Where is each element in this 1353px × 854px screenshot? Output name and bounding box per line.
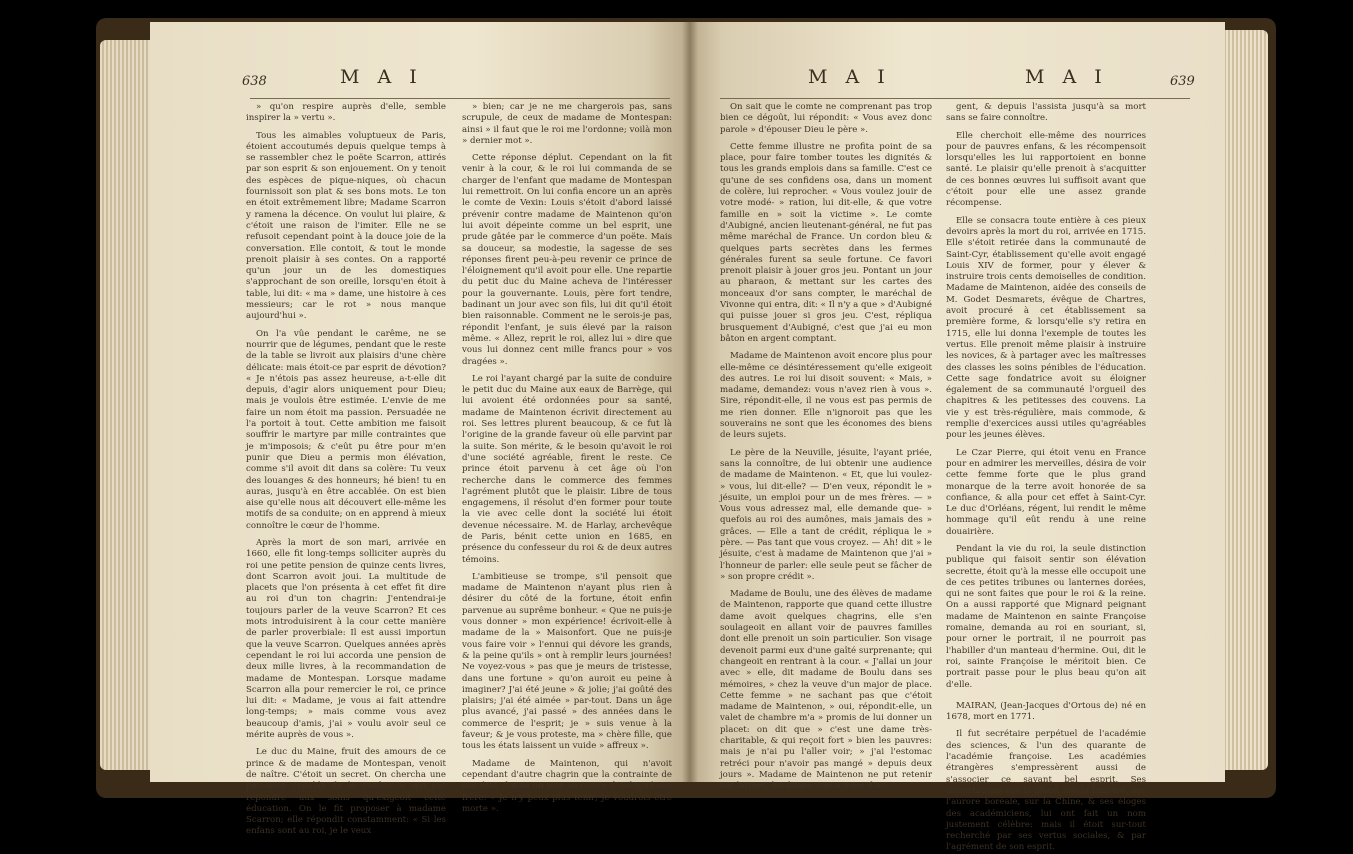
- left-column-2: [462, 102, 672, 814]
- paragraph: Après la mort de son mari, arrivée en 1660, elle fit long-temps solliciter auprès du roi une petite pension de quinze cents livres, dont Scarron avoit joui. La multitude de placets que l'on présenta à cet effet fit dire au roi d'un ton chagrin: J'entendrai-je toujours parler de la veuve Scarron? Et ces mots introduisirent à la cour cette manière de parler proverbiale: Il est aussi importun que la veuve Scarron. Quelques années après cependant le roi lui accorda une pension de deux mille livres, à la recommandation de madame de Montespan. Lorsque madame Scarron alla pour remercier le roi, ce prince lui dit: « Madame, je vous ai fait attendre long-temps; » mais comme vous avez beaucoup d'amis, j'ai » voulu avoir seul ce mérite auprès de vous ».: [246, 537, 446, 741]
- left-running-head: M A I: [340, 66, 423, 88]
- paragraph: gent, & depuis l'assista jusqu'à sa mort sans se faire connoître.: [946, 102, 1146, 124]
- paragraph: Elle cherchoit elle-même des nourrices pour de pauvres enfans, & les récompensoit lorsqu'elles les lui rapportoient en bonne santé. Le plaisir qu'elle prenoit à s'acquitter de ces bonnes œuvres lui suffisoit avant que c'étoit pour elle une assez grande récompense.: [946, 130, 1146, 209]
- left-page-number: 638: [242, 74, 267, 89]
- entry-heading: MAIRAN, (Jean-Jacques d'Ortous de) né en 1678, mort en 1771.: [946, 700, 1146, 723]
- paragraph: Le Czar Pierre, qui étoit venu en France pour en admirer les merveilles, désira de voir cette femme forte que le plus grand monarque de la terre avoit honorée de sa confiance, & alla pour cet effet à Saint-Cyr. Le duc d'Orléans, régent, lui rendit le même hommage qu'il eût rendu à une reine douairière.: [946, 447, 1146, 537]
- paragraph: Cette réponse déplut. Cependant on la fit venir à la cour, & le roi lui commanda de se charger de l'enfant que madame de Montespan lui remettroit. On lui confia encore un an après le comte de Vexin: Louis s'étoit d'abord laissé prévenir contre madame de Maintenon qu'on lui avoit dépeinte comme un bel esprit, une prude gâtée par le commerce d'un poëte. Mais sa douceur, sa modestie, la sagesse de ses réponses firent peu-à-peu revenir ce prince de l'éloignement qu'il avoit pour elle. Une repartie du petit duc du Maine acheva de l'intéresser pour la gouvernante. Louis, père fort tendre, badinant un jour avec son fils, lui dit qu'il étoit bien raisonnable. Comment ne le serois-je pas, répondit l'enfant, je suis élevé par la raison même. « Allez, reprit le roi, allez lui » dire que vous lui donnez cent mille francs pour » vos dragées ».: [462, 153, 672, 367]
- paragraph: » qu'on respire auprès d'elle, semble inspirer la » vertu ».: [246, 102, 446, 124]
- right-running-head-left: M A I: [808, 66, 891, 88]
- right-page: [690, 22, 1225, 853]
- paragraph: Elle se consacra toute entière à ces pieux devoirs après la mort du roi, arrivée en 1715. Elle s'étoit retirée dans la communauté de Saint-Cyr, établissement qu'elle avoit engagé Louis XIV de former, pour y élever & instruire trois cents demoiselles de condition. Madame de Maintenon, aidée des conseils de M. Godet Desmarets, évêque de Chartres, avoit procuré à cet établissement sa première forme, & lorsqu'elle s'y retira en 1715, elle lui donna l'exemple de toutes les vertus. Elle prenoit même plaisir à instruire les novices, & à partager avec les maîtresses des classes les soins pénibles de l'éducation. Cette sage fondatrice avoit su éloigner également de sa communauté l'orgueil des chapitres & les petitesses des couvens. La vie y est très-régulière, mais commode, & remplie d'exercices aussi utiles qu'agréables pour les jeunes élèves.: [946, 215, 1146, 441]
- paragraph: Le duc du Maine, fruit des amours de ce prince & de madame de Montespan, venoit de naître. C'étoit un secret. On chercha une personne capable de le garder, & qui put répondre aux soins qu'exigeoit cette éducation. On le fit proposer à madame Scarron; elle répondit constamment: « Si les enfans sont au roi, je le veux: [246, 747, 446, 837]
- paragraph: Madame de Maintenon avoit encore plus pour elle-même ce désintéressement qu'elle exigeoit des autres. Le roi lui disoit souvent: « Mais, » madame, demandez: vous n'avez rien à vous ». Sire, répondit-elle, il ne vous est pas permis de me rien donner. Elle n'ignoroit pas que les souverains ne sont que les économes des biens de leurs sujets.: [720, 351, 932, 441]
- paragraph: » bien; car je ne me chargerois pas, sans scrupule, de ceux de madame de Montespan: ainsi » il faut que le roi me l'ordonne; voilà mon » dernier mot ».: [462, 102, 672, 146]
- paragraph: Le père de la Neuville, jésuite, l'ayant priée, sans la connoître, de lui obtenir une audience de madame de Maintenon. « Et, que lui voulez- » vous, lui dit-elle? — D'en veux, répondit le » jésuite, un emploi pour un de mes frères. — » Vous vous adressez mal, elle demande que- » quefois au roi des aumônes, mais jamais des » grâces. — Elle a tant de crédit, répliqua le » père. — Pas tant que vous croyez. — Ah! dit » le jésuite, c'est à madame de Maintenon que j'ai » l'honneur de parler: elle seule peut se fâcher de » son propre crédit ».: [720, 447, 932, 582]
- paragraph: On l'a vûe pendant le carême, ne se nourrir que de légumes, pendant que le reste de la table se livroit aux plaisirs d'une chère délicate: mais étoit-ce par esprit de dévotion? « Je n'étois pas assez heureuse, a-t-elle dit depuis, d'agir alors uniquement pour Dieu; mais je voulois être estimée. L'envie de me faire un nom étoit ma passion. Persuadée ne l'a portoit à tout. Cette ambition me faisoit souffrir le martyre par mille contraintes que je m'imposois; & c'eût pu être pour m'en punir que Dieu a permis mon élévation, comme s'il avoit dit dans sa colère: Tu veux des louanges & des honneurs; hé bien! tu en auras, jusqu'à en être accablée. On est bien aise qu'elle nous ait découvert elle-même les motifs de sa conduite; on en apprend à mieux connoître le cœur de l'homme.: [246, 328, 446, 531]
- entry-body: Il fut secrétaire perpétuel de l'académie des sciences, & l'un des quarante de l'académie françoise. Les académies étrangères s'empressèrent aussi de s'associer ce savant bel esprit. Ses dissertations sur la glace, sur la lumière, sur l'aurore boréale, sur la Chine, & ses éloges des académiciens, lui ont fait un nom justement célèbre: mais il étoit sur-tout recherché par ses vertus sociales, & par l'agrément de son esprit.: [946, 729, 1146, 853]
- left-head-rule: [250, 98, 670, 99]
- right-head-rule: [720, 98, 1190, 99]
- paragraph: Cette femme illustre ne profita point de sa place, pour faire tomber toutes les dignités & tous les grands emplois dans sa famille. C'est ce qu'une de ses confidens osa, dans un moment de colère, lui reprocher. « Vous voulez jouir de votre modé- » ration, lui dit-elle, & que votre famille en » soit la victime ». Le comte d'Aubigné, ancien lieutenant-général, ne fut pas même maréchal de France. Un cordon bleu & quelques parts secrètes dans les fermes générales furent sa seule fortune. Ce favori prenoit plaisir à jouer gros jeu. Pontant un jour au pharaon, & mettant sur les cartes des monceaux d'or sans compter, le maréchal de Vivonne qui entra, dit: « Il n'y a que » d'Aubigné qui puisse jouer si gros jeu. C'est, répliqua brusquement d'Aubigné, c'est que j'ai eu mon bâton en argent comptant.: [720, 141, 932, 344]
- right-column-2: [946, 102, 1146, 853]
- left-column-1: [246, 102, 446, 837]
- paragraph: On sait que le comte ne comprenant pas trop bien ce dégoût, lui répondit: « Vous avez donc parole » d'épouser Dieu le père ».: [720, 102, 932, 135]
- paragraph: Pendant la vie du roi, la seule distinction publique qui faisoit sentir son élévation secrette, étoit qu'à la messe elle occupoit une de ces petites tribunes ou lanternes dorées, qui ne sont faites que pour le roi & la reine. On a aussi rapporté que Mignard peignant madame de Maintenon en sainte Françoise romaine, demanda au roi en souriant, si, pour orner le portrait, il ne pourroit pas l'habiller d'un manteau d'hermine. Oui, dit le roi, sainte Françoise le méritoit bien. Ce portrait passe pour le plus beau qu'on ait d'elle.: [946, 543, 1146, 690]
- paragraph: L'ambitieuse se trompe, s'il pensoit que madame de Maintenon n'ayant plus rien à désirer du côté de la fortune, étoit enfin parvenue au suprême bonheur. « Que ne puis-je vous donner » mon expérience! écrivoit-elle à madame de la » Maisonfort. Que ne puis-je vous faire voir » l'ennui qui dévore les grands, & la peine qu'ils » ont à remplir leurs journées! Ne voyez-vous » pas que je meurs de tristesse, dans une fortune » qu'on auroit eu peine à imaginer? J'ai été jeune » & jolie; j'ai goûté des plaisirs; j'ai été aimée » par-tout. Dans un âge plus avancé, j'ai passé » des années dans le commerce de l'esprit; je » suis venue à la faveur; & je vous proteste, ma » chère fille, que tous les états laissent un vuide » affreux ».: [462, 571, 672, 752]
- paragraph: Tous les aimables voluptueux de Paris, étoient accoutumés depuis quelque temps à se rassembler chez le poëte Scarron, attirés par son esprit & son enjouement. On y tenoit des espèces de pique-niques, où chacun fournissoit son plat & ses bons mots. Le ton en étoit extrêmement libre; Madame Scarron y ramena la décence. On voulut lui plaire, & c'étoit une raison de l'imiter. Elle ne se refusoit cependant point à la douce joie de la conversation. Elle contoit, & tout le monde prenoit plaisir à ses contes. On a rapporté qu'un jour un de les domestiques s'approchant de son oreille, lorsqu'en étoit à table, lui dit: « ma » dame, une histoire à ces messieurs; car le rot » nous manque aujourd'hui ».: [246, 130, 446, 322]
- paragraph: Madame de Boulu, une des élèves de madame de Maintenon, rapporte que quand cette illustre dame avoit quelques chagrins, elle s'en soulageoit en allant voir de pauvres familles dont elle prenoit un soin particulier. Son visage devenoit parmi eux d'une gaîté surprenante; qui changeoit en rentrant à la cour. « J'allai un jour avec » elle, dit madame de Boulu dans ses mémoires, » chez la veuve d'un major de place. Cette femme » ne sachant pas que c'étoit madame de Maintenon, » oui, répondit-elle, un valet de chambre m'a » promis de lui donner un placet: on dit que » c'est une dame très-charitable, & qui reçoit fort » bien les pauvres: mais je n'ai pu l'aller voir; » j'ai l'estomac retréci pour n'avoir pas mangé » depuis deux jours ». Madame de Maintenon ne put retenir ses larmes, lui donna une somme d'ar-: [720, 589, 932, 792]
- paragraph: Madame de Maintenon, qui n'avoit cependant d'autre chagrin que la contrainte de son état, donna un jour au comte d'Aubigné son frère: « Je n'y peux plus tenir; je voudrois être morte ».: [462, 758, 672, 814]
- right-column-1: [720, 102, 932, 792]
- right-running-head-right: M A I: [1025, 66, 1108, 88]
- left-page: [150, 22, 690, 837]
- right-page-number: 639: [1170, 74, 1195, 89]
- book-gutter: [682, 22, 698, 782]
- paragraph: Le roi l'ayant chargé par la suite de conduire le petit duc du Maine aux eaux de Barrège, qui lui avoient été ordonnées pour sa santé, madame de Maintenon écrivit directement au roi. Ses lettres plurent beaucoup, & ce fut là l'origine de la grande faveur où elle parvint par la suite. Son mérite, & le besoin qu'avoit le roi d'une société agréable, firent le reste. Ce prince étoit parvenu à cet âge où l'on recherche dans le commerce des femmes l'agrément plutôt que le plaisir. Libre de tous engagemens, il résolut d'en former pour toute la vie avec celle dont la société lui étoit devenue nécessaire. M. de Harlay, archevêque de Paris, bénit cette union en 1685, en présence du confesseur du roi & de deux autres témoins.: [462, 373, 672, 565]
